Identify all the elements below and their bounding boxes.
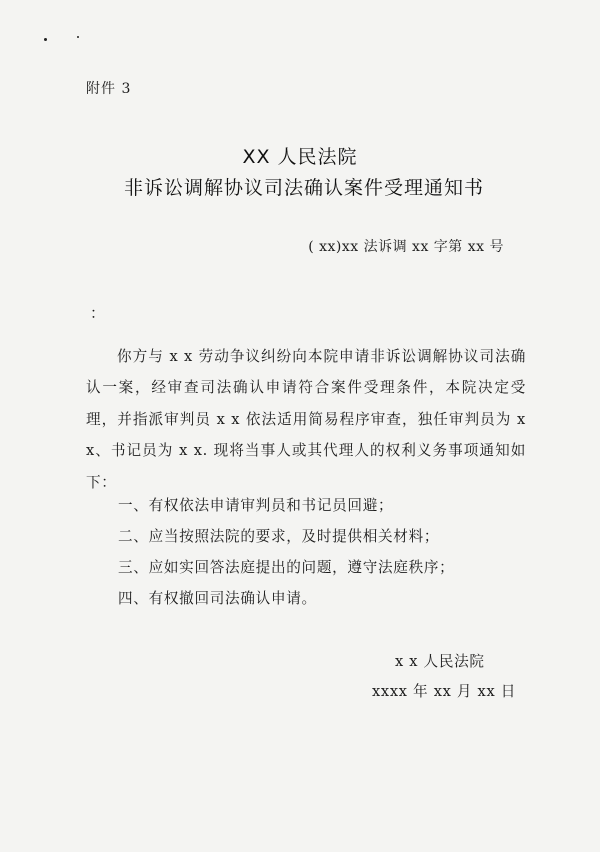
court-title: XX 人民法院	[242, 146, 358, 168]
addressee-line: ：	[90, 304, 106, 322]
document-number: ( xx)xx 法诉调 xx 字第 xx 号	[308, 239, 504, 255]
scan-speck	[77, 36, 79, 38]
rights-list	[118, 490, 454, 614]
attachment-label: 附件 3	[86, 81, 132, 97]
scan-speck	[44, 38, 47, 41]
list-item: 一、有权依法申请审判员和书记员回避；	[118, 497, 394, 514]
document-title: 非诉讼调解协议司法确认案件受理通知书	[123, 177, 484, 199]
body-paragraph: 你方与 x x 劳动争议纠纷向本院申请非诉讼调解协议司法确认一案，经审查司法确认申请符合案件受理条件，本院决定受理，并指派审判员 x x 依法适用简易程序审查，独任审判员为 x x、书记员为 x x. 现将当事人或其代理人的权利义务事项通知如下：	[86, 347, 526, 491]
signature-court: x x 人民法院	[395, 653, 485, 670]
list-item: 二、应当按照法院的要求，及时提供相关材料；	[118, 528, 440, 545]
signature-date: xxxx 年 xx 月 xx 日	[372, 683, 517, 700]
list-item: 三、应如实回答法庭提出的问题，遵守法庭秩序；	[118, 559, 455, 576]
list-item: 四、有权撤回司法确认申请。	[118, 590, 317, 607]
